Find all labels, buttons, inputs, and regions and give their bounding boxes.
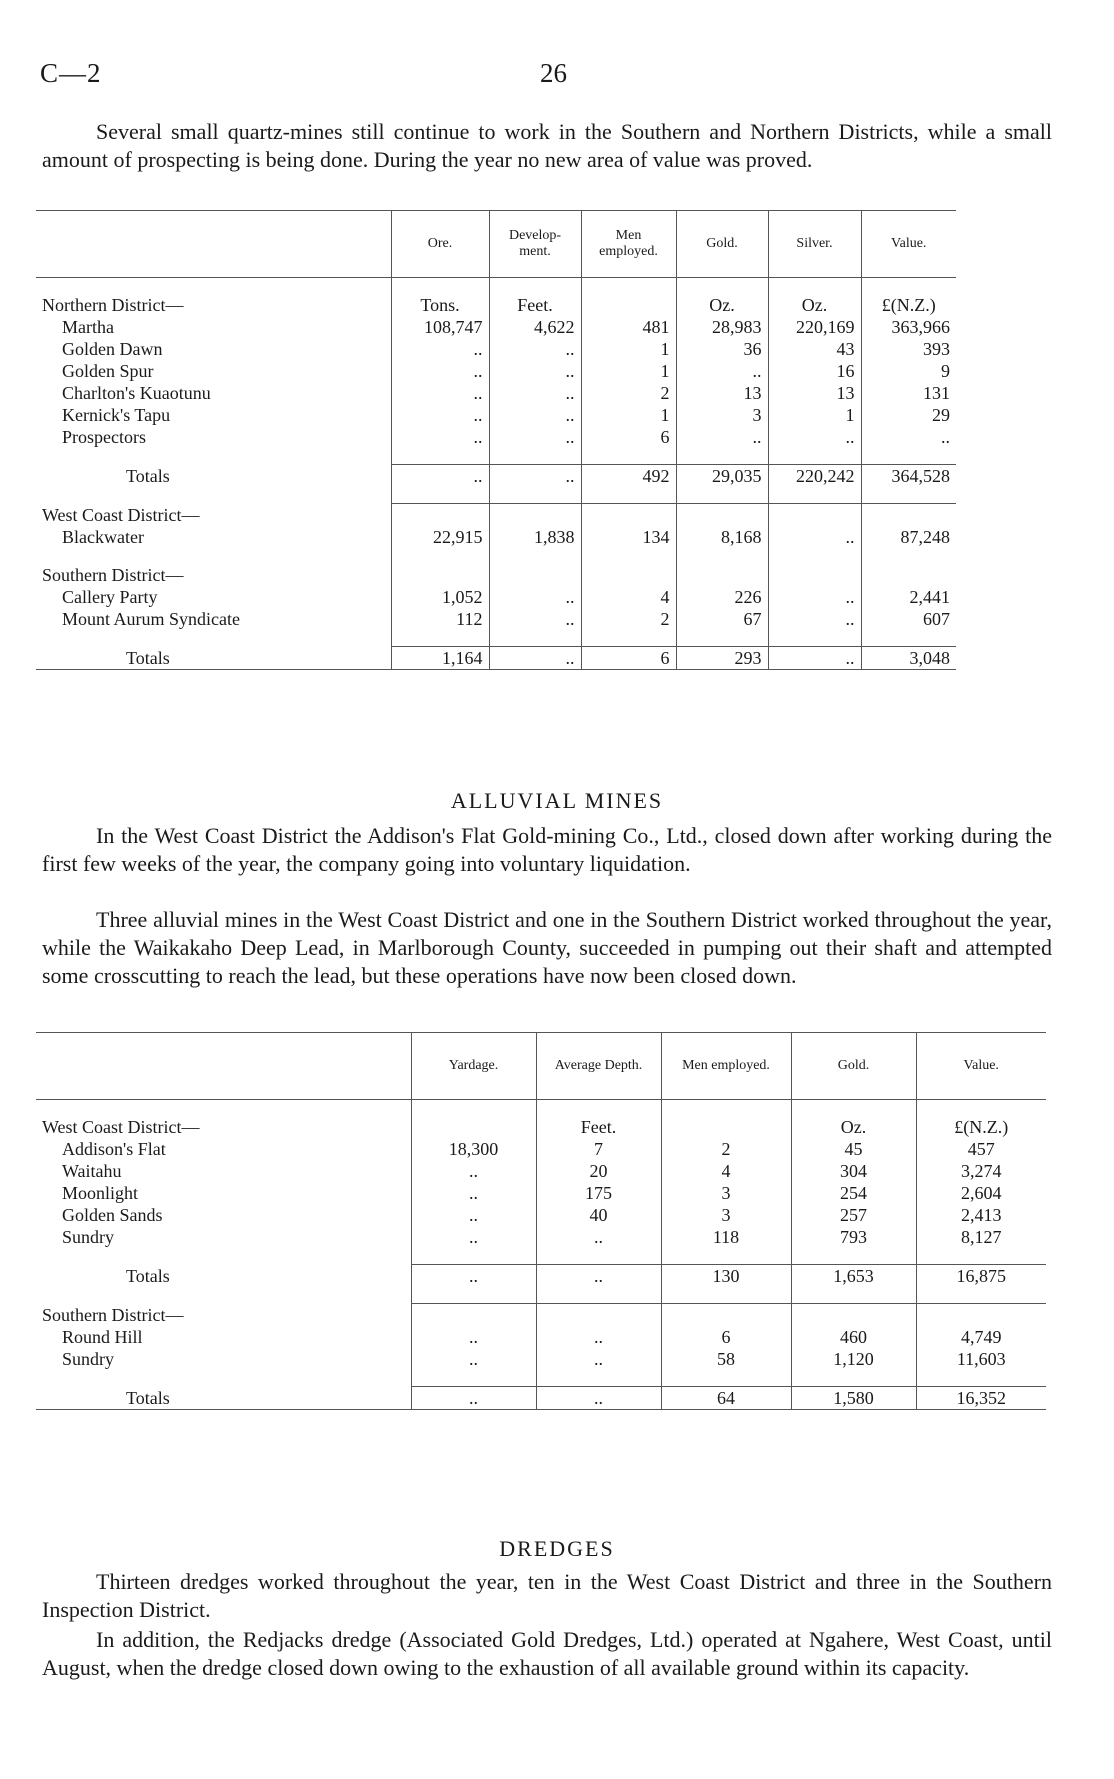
mine-name: Golden Dawn	[62, 339, 163, 359]
development-cell: 1,838	[489, 526, 581, 548]
table-row	[36, 1304, 1046, 1327]
gold-cell: 28,983	[676, 316, 768, 338]
unit-cell: Oz.	[676, 294, 768, 316]
col-header-value: Value.	[861, 211, 956, 278]
men-cell: 4	[581, 586, 676, 608]
ore-cell: ..	[391, 404, 489, 426]
value-cell: 29	[861, 404, 956, 426]
silver-cell: 13	[768, 382, 861, 404]
value-cell: 16,875	[916, 1265, 1046, 1288]
men-cell: 1	[581, 338, 676, 360]
col-header-ore: Ore.	[391, 211, 489, 278]
table-row	[36, 294, 956, 316]
report-code: C—2	[40, 58, 102, 88]
table-row	[36, 504, 956, 527]
development-cell: ..	[489, 608, 581, 630]
col-header-men-employed: Men employed.	[661, 1033, 791, 1100]
unit-cell: Tons.	[391, 294, 489, 316]
gold-cell: 67	[676, 608, 768, 630]
mine-name: Charlton's Kuaotunu	[62, 383, 211, 403]
value-cell: 607	[861, 608, 956, 630]
gold-cell: 793	[791, 1226, 916, 1248]
mine-name: Kernick's Tapu	[62, 405, 171, 425]
silver-cell: 220,242	[768, 465, 861, 488]
table-row	[36, 608, 956, 630]
silver-cell: ..	[768, 526, 861, 548]
totals-row	[36, 1265, 1046, 1288]
table-row	[36, 526, 956, 548]
district-heading: Southern District—	[42, 565, 184, 585]
col-header-gold: Gold.	[791, 1033, 916, 1100]
totals-label: Totals	[126, 1265, 170, 1286]
table-row	[36, 1116, 1046, 1138]
mine-name: Prospectors	[62, 427, 146, 447]
silver-cell: 43	[768, 338, 861, 360]
unit-cell: Oz.	[791, 1116, 916, 1138]
col-header-yardage: Yardage.	[411, 1033, 536, 1100]
yardage-cell: ..	[411, 1326, 536, 1348]
unit-cell	[661, 1116, 791, 1138]
development-cell: ..	[489, 647, 581, 670]
district-heading: Northern District—	[42, 295, 184, 315]
silver-cell: 1	[768, 404, 861, 426]
value-cell: 9	[861, 360, 956, 382]
ore-cell: ..	[391, 426, 489, 448]
totals-label: Totals	[126, 465, 170, 486]
men-cell: 3	[661, 1182, 791, 1204]
men-cell: 3	[661, 1204, 791, 1226]
silver-cell: 220,169	[768, 316, 861, 338]
table-row	[36, 316, 956, 338]
intro-paragraph: Several small quartz-mines still continue to work in the Southern and Northern Districts, while a small amount of prospecting is being done. During the year no new area of value was proved.	[42, 119, 1052, 172]
unit-cell	[411, 1116, 536, 1138]
gold-cell: 254	[791, 1182, 916, 1204]
gold-cell: 293	[676, 647, 768, 670]
gold-cell: 1,653	[791, 1265, 916, 1288]
value-cell: 11,603	[916, 1348, 1046, 1370]
quartz-mines-table	[36, 210, 956, 670]
yardage-cell: ..	[411, 1160, 536, 1182]
district-heading: West Coast District—	[42, 504, 200, 525]
col-header-average-depth: Average Depth.	[536, 1033, 661, 1100]
dredges-heading: DREDGES	[499, 1536, 615, 1561]
men-cell: 64	[661, 1387, 791, 1410]
district-heading: Southern District—	[42, 1304, 184, 1325]
table-row	[36, 1160, 1046, 1182]
mine-name: Blackwater	[62, 527, 144, 547]
alluvial-mines-heading: ALLUVIAL MINES	[450, 788, 664, 813]
development-cell: ..	[489, 426, 581, 448]
table-row	[36, 382, 956, 404]
mine-name: Golden Spur	[62, 361, 154, 381]
col-header-silver: Silver.	[768, 211, 861, 278]
silver-cell: ..	[768, 647, 861, 670]
men-cell: 6	[661, 1326, 791, 1348]
yardage-cell: ..	[411, 1265, 536, 1288]
men-cell: 58	[661, 1348, 791, 1370]
men-cell: 6	[581, 647, 676, 670]
depth-cell: ..	[536, 1348, 661, 1370]
ore-cell: ..	[391, 465, 489, 488]
ore-cell: ..	[391, 360, 489, 382]
yardage-cell: ..	[411, 1226, 536, 1248]
col-header-development: Develop-ment.	[489, 211, 581, 278]
mine-name: Sundry	[62, 1349, 115, 1369]
unit-cell	[581, 294, 676, 316]
ore-cell: ..	[391, 338, 489, 360]
mine-name: Moonlight	[62, 1183, 139, 1203]
silver-cell: 16	[768, 360, 861, 382]
yardage-cell: ..	[411, 1182, 536, 1204]
silver-cell: ..	[768, 608, 861, 630]
depth-cell: 20	[536, 1160, 661, 1182]
depth-cell: ..	[536, 1387, 661, 1410]
men-cell: 6	[581, 426, 676, 448]
table-row	[36, 1138, 1046, 1160]
page-number: 26	[540, 58, 567, 88]
depth-cell: ..	[536, 1265, 661, 1288]
value-cell: 87,248	[861, 526, 956, 548]
table-row	[36, 360, 956, 382]
table-row	[36, 426, 956, 448]
men-cell: 1	[581, 360, 676, 382]
table-row	[36, 1326, 1046, 1348]
gold-cell: ..	[676, 426, 768, 448]
col-header-gold: Gold.	[676, 211, 768, 278]
value-cell: 457	[916, 1138, 1046, 1160]
alluvial-mines-table	[36, 1032, 1046, 1410]
gold-cell: 304	[791, 1160, 916, 1182]
table-row	[36, 564, 956, 586]
men-cell: 492	[581, 465, 676, 488]
gold-cell: 226	[676, 586, 768, 608]
gold-cell: 8,168	[676, 526, 768, 548]
development-cell: ..	[489, 465, 581, 488]
development-cell: ..	[489, 360, 581, 382]
men-cell: 4	[661, 1160, 791, 1182]
depth-cell: ..	[536, 1326, 661, 1348]
ore-cell: 22,915	[391, 526, 489, 548]
totals-row	[36, 465, 956, 488]
development-cell: ..	[489, 338, 581, 360]
table-row	[36, 1182, 1046, 1204]
value-cell: ..	[861, 426, 956, 448]
yardage-cell: ..	[411, 1387, 536, 1410]
col-header-men-employed: Men employed.	[581, 211, 676, 278]
ore-cell: 1,052	[391, 586, 489, 608]
table-header-row	[36, 211, 956, 278]
mine-name: Mount Aurum Syndicate	[62, 609, 240, 629]
development-cell: 4,622	[489, 316, 581, 338]
unit-cell: Oz.	[768, 294, 861, 316]
depth-cell: 175	[536, 1182, 661, 1204]
yardage-cell: ..	[411, 1348, 536, 1370]
men-cell: 1	[581, 404, 676, 426]
men-cell: 134	[581, 526, 676, 548]
totals-row	[36, 1387, 1046, 1410]
men-cell: 2	[661, 1138, 791, 1160]
depth-cell: ..	[536, 1226, 661, 1248]
mine-name: Addison's Flat	[62, 1139, 166, 1159]
value-cell: 364,528	[861, 465, 956, 488]
value-cell: 2,441	[861, 586, 956, 608]
value-cell: 393	[861, 338, 956, 360]
development-cell: ..	[489, 382, 581, 404]
development-cell: ..	[489, 404, 581, 426]
totals-label: Totals	[36, 1387, 411, 1410]
mine-name: Round Hill	[62, 1327, 143, 1347]
col-header-value: Value.	[916, 1033, 1046, 1100]
yardage-cell: 18,300	[411, 1138, 536, 1160]
header-blank	[36, 211, 391, 278]
value-cell: 3,274	[916, 1160, 1046, 1182]
unit-cell: Feet.	[536, 1116, 661, 1138]
value-cell: 4,749	[916, 1326, 1046, 1348]
value-cell: 2,604	[916, 1182, 1046, 1204]
development-cell: ..	[489, 586, 581, 608]
gold-cell: 257	[791, 1204, 916, 1226]
ore-cell: 1,164	[391, 647, 489, 670]
mine-name: Waitahu	[62, 1161, 122, 1181]
gold-cell: ..	[676, 360, 768, 382]
table-row	[36, 338, 956, 360]
gold-cell: 1,580	[791, 1387, 916, 1410]
alluvial-paragraph-1: In the West Coast District the Addison's Flat Gold-mining Co., Ltd., closed down after working during the first few weeks of the year, the company going into voluntary liquidation.	[42, 823, 1052, 876]
value-cell: 2,413	[916, 1204, 1046, 1226]
ore-cell: 112	[391, 608, 489, 630]
unit-cell: £(N.Z.)	[916, 1116, 1046, 1138]
table-header-row	[36, 1033, 1046, 1100]
gold-cell: 13	[676, 382, 768, 404]
mine-name: Sundry	[62, 1227, 115, 1247]
table-row	[36, 1204, 1046, 1226]
gold-cell: 460	[791, 1326, 916, 1348]
value-cell: 8,127	[916, 1226, 1046, 1248]
header-blank	[36, 1033, 411, 1100]
men-cell: 118	[661, 1226, 791, 1248]
men-cell: 481	[581, 316, 676, 338]
gold-cell: 3	[676, 404, 768, 426]
mine-name: Callery Party	[62, 587, 158, 607]
gold-cell: 1,120	[791, 1348, 916, 1370]
depth-cell: 40	[536, 1204, 661, 1226]
men-cell: 130	[661, 1265, 791, 1288]
ore-cell: 108,747	[391, 316, 489, 338]
table-row	[36, 586, 956, 608]
yardage-cell: ..	[411, 1204, 536, 1226]
ore-cell: ..	[391, 382, 489, 404]
table-row	[36, 1348, 1046, 1370]
dredges-paragraph-2: In addition, the Redjacks dredge (Associated Gold Dredges, Ltd.) operated at Ngahere, West Coast, until August, when the dredge closed down owing to the exhaustion of all available ground within its capacity.	[42, 1627, 1052, 1680]
gold-cell: 29,035	[676, 465, 768, 488]
alluvial-paragraph-2: Three alluvial mines in the West Coast District and one in the Southern District worked throughout the year, while the Waikakaho Deep Lead, in Marlborough County, succeeded in pumping out their shaft and attempted some crosscutting to reach the lead, but these operations have now been closed down.	[42, 907, 1052, 988]
silver-cell: ..	[768, 426, 861, 448]
table-row	[36, 1226, 1046, 1248]
gold-cell: 45	[791, 1138, 916, 1160]
men-cell: 2	[581, 608, 676, 630]
value-cell: 363,966	[861, 316, 956, 338]
value-cell: 131	[861, 382, 956, 404]
unit-cell: £(N.Z.)	[861, 294, 956, 316]
depth-cell: 7	[536, 1138, 661, 1160]
dredges-paragraph-1: Thirteen dredges worked throughout the year, ten in the West Coast District and three in the Southern Inspection District.	[42, 1569, 1052, 1622]
totals-label: Totals	[36, 647, 391, 670]
table-row	[36, 404, 956, 426]
district-heading: West Coast District—	[42, 1117, 200, 1137]
silver-cell: ..	[768, 586, 861, 608]
value-cell: 3,048	[861, 647, 956, 670]
mine-name: Martha	[62, 317, 114, 337]
value-cell: 16,352	[916, 1387, 1046, 1410]
page-header	[40, 58, 1060, 92]
gold-cell: 36	[676, 338, 768, 360]
unit-cell: Feet.	[489, 294, 581, 316]
men-cell: 2	[581, 382, 676, 404]
mine-name: Golden Sands	[62, 1205, 163, 1225]
totals-row	[36, 647, 956, 670]
